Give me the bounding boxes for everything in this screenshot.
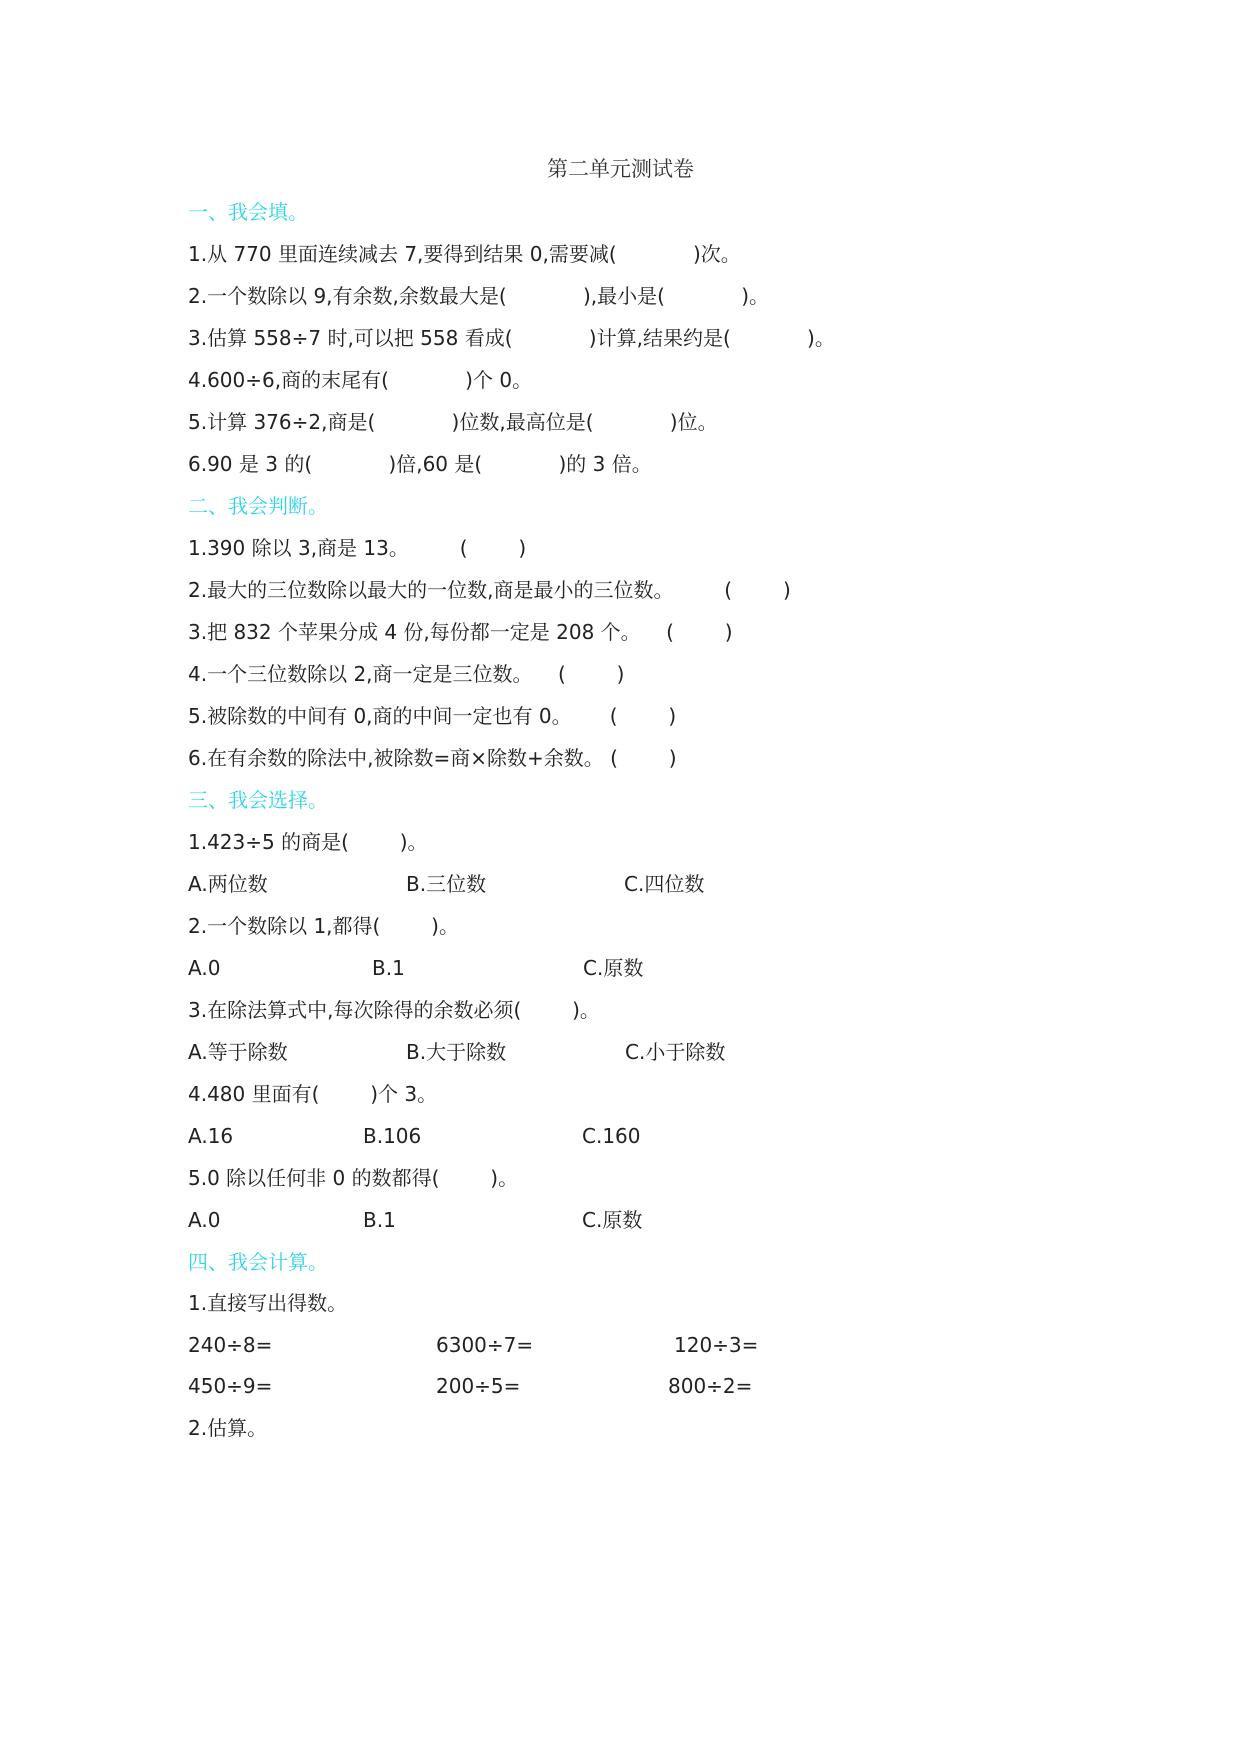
fill-question-5: 5.计算 376÷2,商是( )位数,最高位是( )位。 bbox=[188, 410, 718, 434]
calc-item: 120÷3= bbox=[674, 1333, 759, 1357]
judge-question-5: 5.被除数的中间有 0,商的中间一定也有 0。 ( ) bbox=[188, 704, 677, 728]
section-heading-calc: 四、我会计算。 bbox=[188, 1250, 328, 1274]
choice-question-4: 4.480 里面有( )个 3。 bbox=[188, 1082, 438, 1106]
choice-4-option-a: A.16 bbox=[188, 1124, 234, 1148]
choice-question-2: 2.一个数除以 1,都得( )。 bbox=[188, 914, 459, 938]
choice-3-option-a: A.等于除数 bbox=[188, 1040, 288, 1064]
calc-item: 240÷8= bbox=[188, 1333, 273, 1357]
fill-question-1: 1.从 770 里面连续减去 7,要得到结果 0,需要减( )次。 bbox=[188, 242, 741, 266]
choice-5-option-c: C.原数 bbox=[582, 1208, 643, 1232]
calc-sub-heading-1: 1.直接写出得数。 bbox=[188, 1291, 348, 1315]
choice-4-option-c: C.160 bbox=[582, 1124, 641, 1148]
judge-question-1: 1.390 除以 3,商是 13。 ( ) bbox=[188, 536, 527, 560]
judge-question-3: 3.把 832 个苹果分成 4 份,每份都一定是 208 个。 ( ) bbox=[188, 620, 733, 644]
calc-item: 450÷9= bbox=[188, 1374, 273, 1398]
choice-question-3: 3.在除法算式中,每次除得的余数必须( )。 bbox=[188, 998, 600, 1022]
choice-2-option-c: C.原数 bbox=[583, 956, 644, 980]
fill-question-6: 6.90 是 3 的( )倍,60 是( )的 3 倍。 bbox=[188, 452, 652, 476]
section-heading-fill: 一、我会填。 bbox=[188, 200, 308, 224]
choice-3-option-b: B.大于除数 bbox=[406, 1040, 507, 1064]
choice-3-option-c: C.小于除数 bbox=[625, 1040, 726, 1064]
choice-4-option-b: B.106 bbox=[363, 1124, 422, 1148]
choice-5-option-a: A.0 bbox=[188, 1208, 221, 1232]
choice-1-option-c: C.四位数 bbox=[624, 872, 705, 896]
section-heading-choice: 三、我会选择。 bbox=[188, 788, 328, 812]
judge-question-4: 4.一个三位数除以 2,商一定是三位数。 ( ) bbox=[188, 662, 625, 686]
section-heading-judge: 二、我会判断。 bbox=[188, 494, 328, 518]
calc-sub-heading-2: 2.估算。 bbox=[188, 1416, 268, 1440]
choice-5-option-b: B.1 bbox=[363, 1208, 396, 1232]
fill-question-2: 2.一个数除以 9,有余数,余数最大是( ),最小是( )。 bbox=[188, 284, 770, 308]
calc-item: 200÷5= bbox=[436, 1374, 521, 1398]
choice-1-option-b: B.三位数 bbox=[406, 872, 487, 896]
fill-question-3: 3.估算 558÷7 时,可以把 558 看成( )计算,结果约是( )。 bbox=[188, 326, 835, 350]
choice-2-option-a: A.0 bbox=[188, 956, 221, 980]
page-title: 第二单元测试卷 bbox=[547, 157, 694, 181]
judge-question-2: 2.最大的三位数除以最大的一位数,商是最小的三位数。 ( ) bbox=[188, 578, 791, 602]
calc-item: 6300÷7= bbox=[436, 1333, 534, 1357]
fill-question-4: 4.600÷6,商的末尾有( )个 0。 bbox=[188, 368, 533, 392]
choice-question-5: 5.0 除以任何非 0 的数都得( )。 bbox=[188, 1166, 519, 1190]
judge-question-6: 6.在有余数的除法中,被除数=商×除数+余数。 ( ) bbox=[188, 746, 677, 770]
calc-item: 800÷2= bbox=[668, 1374, 753, 1398]
choice-question-1: 1.423÷5 的商是( )。 bbox=[188, 830, 428, 854]
choice-2-option-b: B.1 bbox=[372, 956, 405, 980]
choice-1-option-a: A.两位数 bbox=[188, 872, 268, 896]
